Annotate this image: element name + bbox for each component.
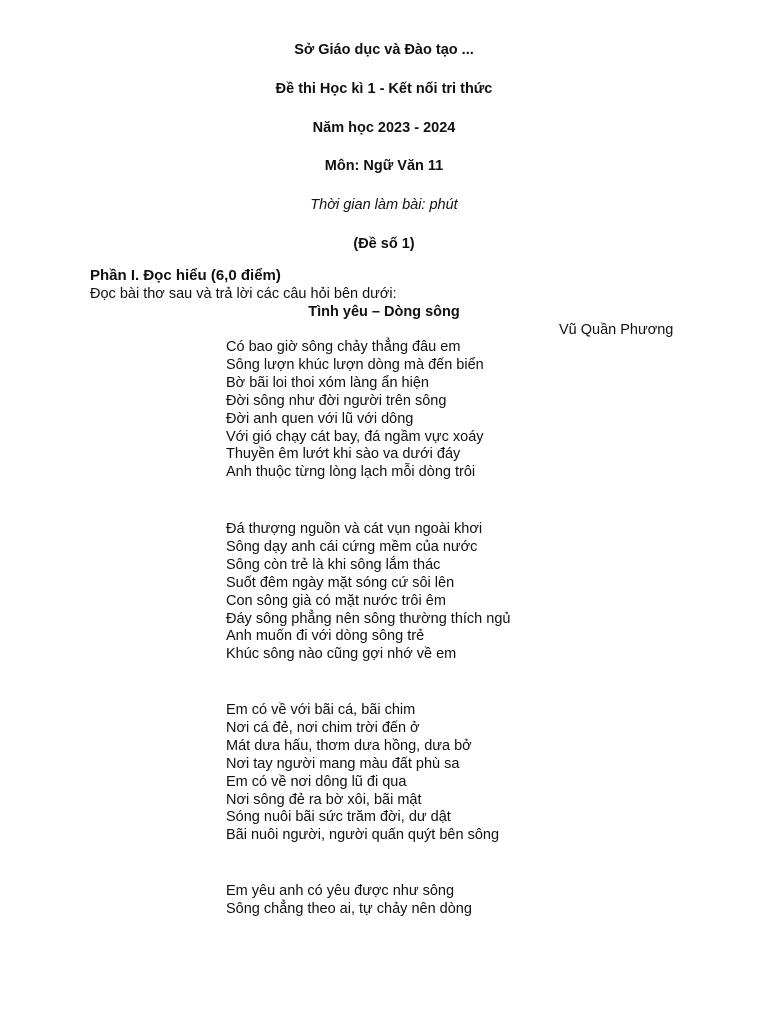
section-instruction: Đọc bài thơ sau và trả lời các câu hỏi bên dưới: bbox=[90, 286, 397, 302]
section-title: Phần I. Đọc hiểu (6,0 điểm) bbox=[90, 267, 281, 284]
poem-line: Nơi tay người mang màu đất phù sa bbox=[226, 755, 460, 772]
subject-line: Môn: Ngữ Văn 11 bbox=[324, 158, 444, 174]
poem-line: Nơi sông đẻ ra bờ xôi, bãi mật bbox=[226, 791, 422, 808]
poem-line: Đời anh quen với lũ với dông bbox=[226, 410, 414, 427]
poem-stanza-4 bbox=[226, 883, 472, 919]
poem-stanza-1 bbox=[226, 339, 484, 482]
poem-title: Tình yêu – Dòng sông bbox=[308, 304, 460, 320]
poem-line: Sông dạy anh cái cứng mềm của nước bbox=[226, 538, 478, 555]
poem-line: Em có về với bãi cá, bãi chim bbox=[226, 702, 416, 718]
poem-line: Với gió chạy cát bay, đá ngầm vực xoáy bbox=[226, 428, 484, 445]
poem-line: Anh thuộc từng lòng lạch mỗi dòng trôi bbox=[226, 464, 476, 481]
poem-line: Bờ bãi loi thoi xóm làng ẩn hiện bbox=[226, 374, 429, 391]
poem-line: Sông lượn khúc lượn dòng mà đến biển bbox=[226, 356, 484, 373]
poem-line: Đá thượng nguồn và cát vụn ngoài khơi bbox=[226, 521, 483, 537]
exam-title: Đề thi Học kì 1 - Kết nối tri thức bbox=[275, 81, 493, 97]
poem-line: Đời sông như đời người trên sông bbox=[226, 392, 447, 409]
duration-line: Thời gian làm bài: phút bbox=[310, 197, 458, 213]
poem-line: Sông còn trẻ là khi sông lắm thác bbox=[226, 556, 441, 573]
poem-stanza-3 bbox=[226, 702, 499, 845]
department-heading: Sở Giáo dục và Đào tạo ... bbox=[294, 42, 474, 58]
poem-stanza-2 bbox=[226, 521, 510, 664]
poem-line: Anh muốn đi với dòng sông trẻ bbox=[226, 628, 425, 645]
poem-line: Có bao giờ sông chảy thẳng đâu em bbox=[226, 339, 461, 355]
poem-author: Vũ Quần Phương bbox=[559, 322, 674, 338]
poem-line: Thuyền êm lướt khi sào va dưới đáy bbox=[226, 446, 461, 463]
exam-number: (Đề số 1) bbox=[353, 236, 415, 252]
school-year: Năm học 2023 - 2024 bbox=[312, 120, 456, 136]
poem-line: Con sông già có mặt nước trôi êm bbox=[226, 592, 446, 609]
poem-line: Em có về nơi dông lũ đi qua bbox=[226, 773, 407, 790]
poem-line: Sông chẳng theo ai, tự chảy nên dòng bbox=[226, 900, 472, 917]
poem-line: Mát dưa hấu, thơm dưa hồng, dưa bở bbox=[226, 737, 472, 754]
poem-line: Nơi cá đẻ, nơi chim trời đến ở bbox=[226, 719, 420, 736]
poem-line: Sóng nuôi bãi sức trăm đời, dư dật bbox=[226, 809, 451, 826]
poem-line: Khúc sông nào cũng gợi nhớ về em bbox=[226, 646, 457, 663]
poem-line: Em yêu anh có yêu được như sông bbox=[226, 883, 455, 899]
poem-line: Đáy sông phẳng nên sông thường thích ngủ bbox=[226, 610, 511, 627]
poem-line: Suốt đêm ngày mặt sóng cứ sôi lên bbox=[226, 574, 455, 591]
poem-line: Bãi nuôi người, người quấn quýt bên sông bbox=[226, 827, 500, 844]
